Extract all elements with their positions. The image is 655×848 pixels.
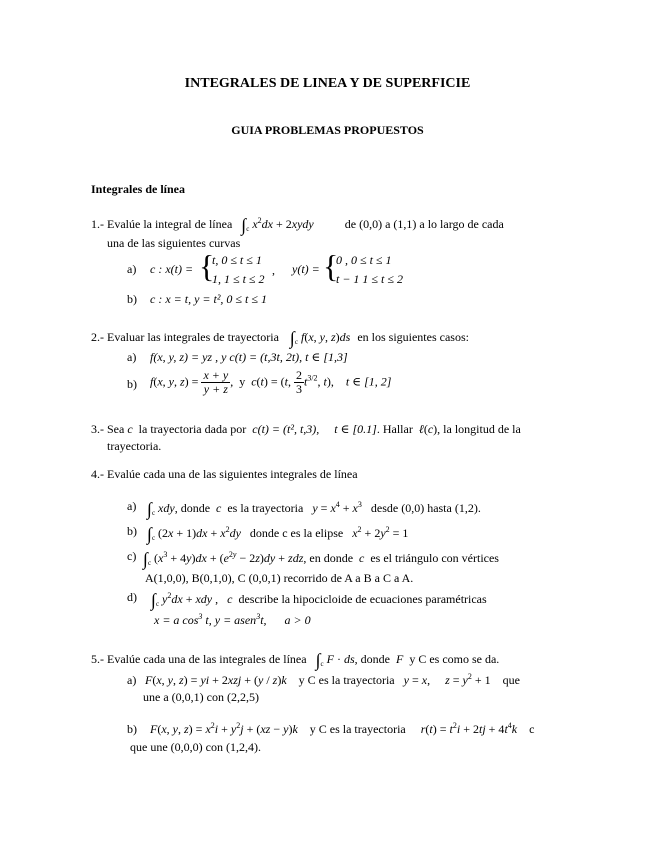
problem-1a-label: a) (127, 262, 137, 276)
problem-4c-label: c) (127, 549, 137, 563)
problem-4c-text: $\int_c$ $(x^3 + 4y)dx + (e^{2y} - 2z)dy$ + zdz, en donde c es el triángulo con vértices (143, 549, 499, 569)
problem-1a-x-row-2: 1, 1 ≤ t ≤ 2 (212, 272, 265, 286)
problem-3-text-d: , la longitud de la (437, 422, 521, 436)
problem-1-number: 1.- (91, 217, 104, 231)
problem-4-text-a: Evalúe cada una de las siguientes integrales de línea (107, 467, 358, 481)
problem-4b-text-a: donde c es la elipse (249, 526, 344, 540)
problem-4-line-1 (91, 467, 358, 481)
problem-5-line-1: 5.- Evalúe cada una de las integrales de línea $\int_c$ F · ds, donde F y C es como se da. (91, 650, 500, 670)
problem-1b-text: c : x = t, y = t², 0 ≤ t ≤ 1 (150, 292, 267, 306)
page-title: INTEGRALES DE LINEA Y DE SUPERFICIE (184, 76, 471, 91)
problem-4c-text-a: , en donde (303, 551, 354, 565)
problem-5-text-b: , donde (354, 652, 390, 666)
problem-2-text-a: Evaluar las integrales de trayectoria (107, 330, 279, 344)
problem-4d-label: d) (127, 590, 137, 604)
problem-4c-line-2: A(1,0,0), B(0,1,0), C (0,0,1) recorrido de A a B a C a A. (145, 571, 414, 585)
problem-2b-fraction (201, 369, 230, 396)
problem-5a-text-b: que (502, 673, 520, 687)
problem-2b-expression: f(x, y, z) = $\frac{x + y}{y + z}$ , y c(t) = (t, $\frac{2}{3}$ $t^{3/2}$, t), t ∈ [1, 2] (150, 368, 392, 396)
problem-1-line-1 (91, 215, 504, 237)
problem-4b-text: $\int_c$ $(2x + 1)dx + x^2dy$ donde c es la elipse $x^2 + 2y^2 = 1$ (147, 524, 409, 544)
problem-2b-denominator: y + z (203, 382, 228, 396)
problem-4a-text: $\int_c$ xdy, donde c es la trayectoria $y = x^4 + x^3$ desde (0,0) hasta (1,2). (147, 499, 481, 519)
problem-2-integral: $\int_c$ f(x, y, z)ds (289, 328, 351, 348)
problem-1a-x-row-1: t, 0 ≤ t ≤ 1 (212, 253, 262, 267)
brace-left-icon: { (199, 248, 215, 284)
problem-2a-text: f(x, y, z) = yz , y c(t) = (t,3t, 2t), t ∈ [1,3] (150, 350, 348, 364)
problem-3-interval: t ∈ [0.1] (334, 422, 377, 436)
problem-5b-label: b) (127, 722, 137, 736)
problem-2b-numerator: x + y (203, 368, 229, 382)
problem-5a-text-a: y C es la trayectoria (298, 673, 395, 687)
problem-1a-x-of-t: c : x(t) = (150, 262, 194, 276)
problem-4d-param-eq: x = a $\cos^3 t$, y = asen$^3$t, a > 0 (154, 612, 311, 627)
problem-3-text-c: . Hallar (376, 422, 413, 436)
problem-3-text-a: Sea (107, 422, 125, 436)
problem-5-number: 5.- (91, 652, 104, 666)
problem-4a-label: a) (127, 499, 137, 513)
problem-3-curve: c(t) = (t², t,3), (252, 422, 320, 436)
problem-1-text-b: de (0,0) a (1,1) a lo largo de cada (344, 217, 504, 231)
problem-4b-label: b) (127, 524, 137, 538)
problem-3-text-b: la trayectoria dada por (138, 422, 247, 436)
problem-1a-y-row-2: t − 1 1 ≤ t ≤ 2 (336, 272, 403, 286)
problem-5b-text: F(x, y, $z) = x^2i + y^2j + (xz - y)k$ y C es la trayectoria $r(t) = t^2i + 2tj + 4t^4k$ c (150, 721, 535, 736)
problem-3-number: 3.- (91, 422, 104, 436)
problem-4d-text-a: describe la hipocicloide de ecuaciones paramétricas (238, 592, 487, 606)
problem-4-number: 4.- (91, 467, 104, 481)
problem-1a-y-of-t: y(t) = (292, 262, 320, 276)
problem-2-number: 2.- (91, 330, 104, 344)
problem-1a-y-row-1: 0 , 0 ≤ t ≤ 1 (336, 253, 392, 267)
problem-5a-text: F(x, y, z) = yi + 2xzj + (y / z)k y C es la trayectoria y = x, $z = y^2 + 1$ que (145, 672, 520, 687)
problem-2b-label: b) (127, 377, 137, 391)
problem-5b-text-b: c (529, 722, 535, 736)
problem-4a-text-b: es la trayectoria (227, 501, 304, 515)
problem-5b-line-2: que une (0,0,0) con (1,2,4). (130, 740, 261, 754)
problem-1-integral: $\int_c$ $x^2dx$ + 2xydy (241, 215, 314, 235)
problem-5b-text-a: y C es la trayectoria (309, 722, 406, 736)
problem-1b-label: b) (127, 292, 137, 306)
problem-5-text-c: y C es como se da. (409, 652, 500, 666)
problem-4c-text-b: es el triángulo con vértices (370, 551, 499, 565)
problem-2-text-b: en los siguientes casos: (357, 330, 469, 344)
problem-5-text-a: Evalúe cada una de las integrales de línea (107, 652, 307, 666)
problem-5a-label: a) (127, 673, 137, 687)
section-heading: Integrales de línea (91, 182, 185, 196)
brace-left-icon: { (323, 248, 339, 284)
problem-2b-two-thirds: $\frac{2}{3}$ (295, 368, 302, 396)
problem-1-text-a: Evalúe la integral de línea (107, 217, 233, 231)
problem-2b-interval: t ∈ [1, 2] (345, 374, 392, 389)
problem-2a-label: a) (127, 350, 137, 364)
problem-3-line-2: trayectoria. (107, 439, 162, 453)
problem-2-line-1 (91, 328, 469, 350)
problem-4a-text-a: , donde (174, 501, 211, 515)
page-subtitle: GUIA PROBLEMAS PROPUESTOS (231, 123, 424, 137)
problem-1-line-2: una de las siguientes curvas (107, 236, 241, 250)
problem-4d-text: $\int_c$ $y^2dx$ + xdy , c describe la hipocicloide de ecuaciones paramétricas (151, 590, 487, 610)
problem-3-line-1: 3.- Sea c la trayectoria dada por c(t) = (t², t,3), t ∈ [0.1]. Hallar ℓ(c), la longitud de la (91, 422, 521, 436)
problem-1a-comma: , (272, 263, 275, 277)
problem-4a-text-c: desde (0,0) hasta (1,2). (370, 501, 481, 515)
problem-5a-line-2: une a (0,0,1) con (2,2,5) (143, 690, 259, 704)
